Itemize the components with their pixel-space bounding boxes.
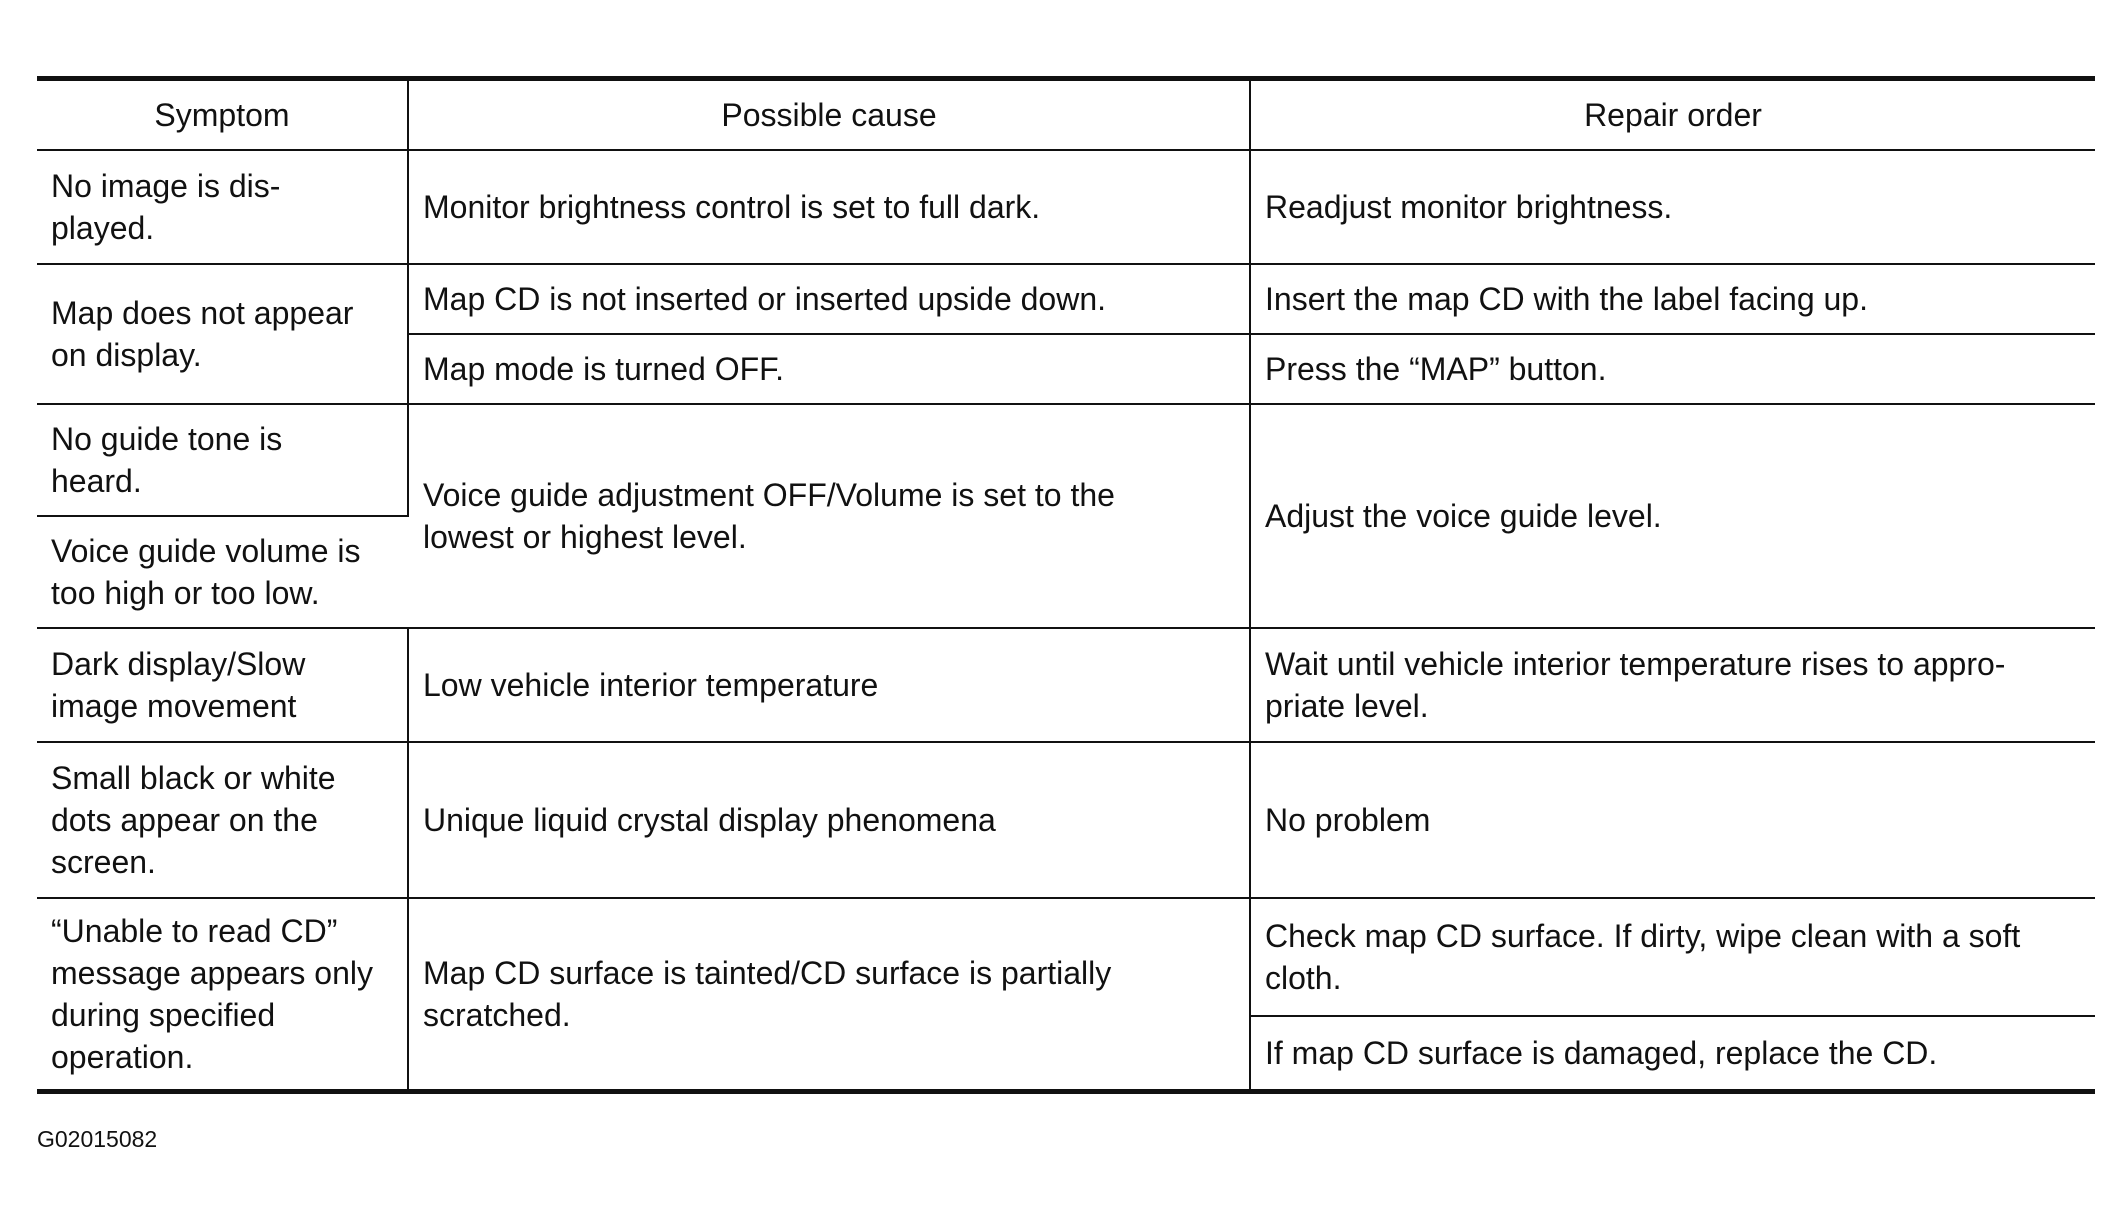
symptom-cell: Small black or white dots appear on the screen.: [37, 742, 408, 898]
symptom-cell: No image is dis- played.: [37, 150, 408, 264]
repair-cell: Readjust monitor brightness.: [1250, 150, 2095, 264]
symptom-cell: No guide tone is heard.: [37, 404, 408, 516]
repair-cell: Check map CD surface. If dirty, wipe clean with a soft cloth.: [1250, 898, 2095, 1016]
repair-cell: If map CD surface is damaged, replace the CD.: [1250, 1016, 2095, 1092]
cause-cell: Low vehicle interior temperature: [408, 628, 1250, 742]
table-row: [37, 742, 2095, 898]
table-header-row: [37, 79, 2095, 151]
cause-cell: Voice guide adjustment OFF/Volume is set to the lowest or highest level.: [408, 404, 1250, 628]
symptom-cell: “Unable to read CD” message appears only during specified operation.: [37, 898, 408, 1092]
repair-cell: Adjust the voice guide level.: [1250, 404, 2095, 628]
table-row: [37, 264, 2095, 334]
cause-cell: Map mode is turned OFF.: [408, 334, 1250, 404]
symptom-cell: Voice guide volume is too high or too low.: [37, 516, 408, 628]
symptom-cell: Map does not appear on display.: [37, 264, 408, 404]
figure-id: G02015082: [37, 1126, 158, 1152]
table-row: [37, 628, 2095, 742]
symptom-cell: Dark display/Slow image movement: [37, 628, 408, 742]
header-repair-order: Repair order: [1250, 79, 2095, 151]
cause-cell: Unique liquid crystal display phenomena: [408, 742, 1250, 898]
cause-cell: Monitor brightness control is set to full dark.: [408, 150, 1250, 264]
repair-cell: Press the “MAP” button.: [1250, 334, 2095, 404]
repair-cell: No problem: [1250, 742, 2095, 898]
cause-cell: Map CD is not inserted or inserted upside down.: [408, 264, 1250, 334]
table-row: [37, 898, 2095, 1016]
cause-cell: Map CD surface is tainted/CD surface is partially scratched.: [408, 898, 1250, 1092]
header-possible-cause: Possible cause: [408, 79, 1250, 151]
header-symptom: Symptom: [37, 79, 408, 151]
table-row: [37, 404, 2095, 516]
table-row: [37, 150, 2095, 264]
troubleshooting-table-wrapper: [37, 76, 2095, 1094]
repair-cell: Wait until vehicle interior temperature rises to appro- priate level.: [1250, 628, 2095, 742]
repair-cell: Insert the map CD with the label facing up.: [1250, 264, 2095, 334]
troubleshooting-table: [37, 76, 2095, 1094]
